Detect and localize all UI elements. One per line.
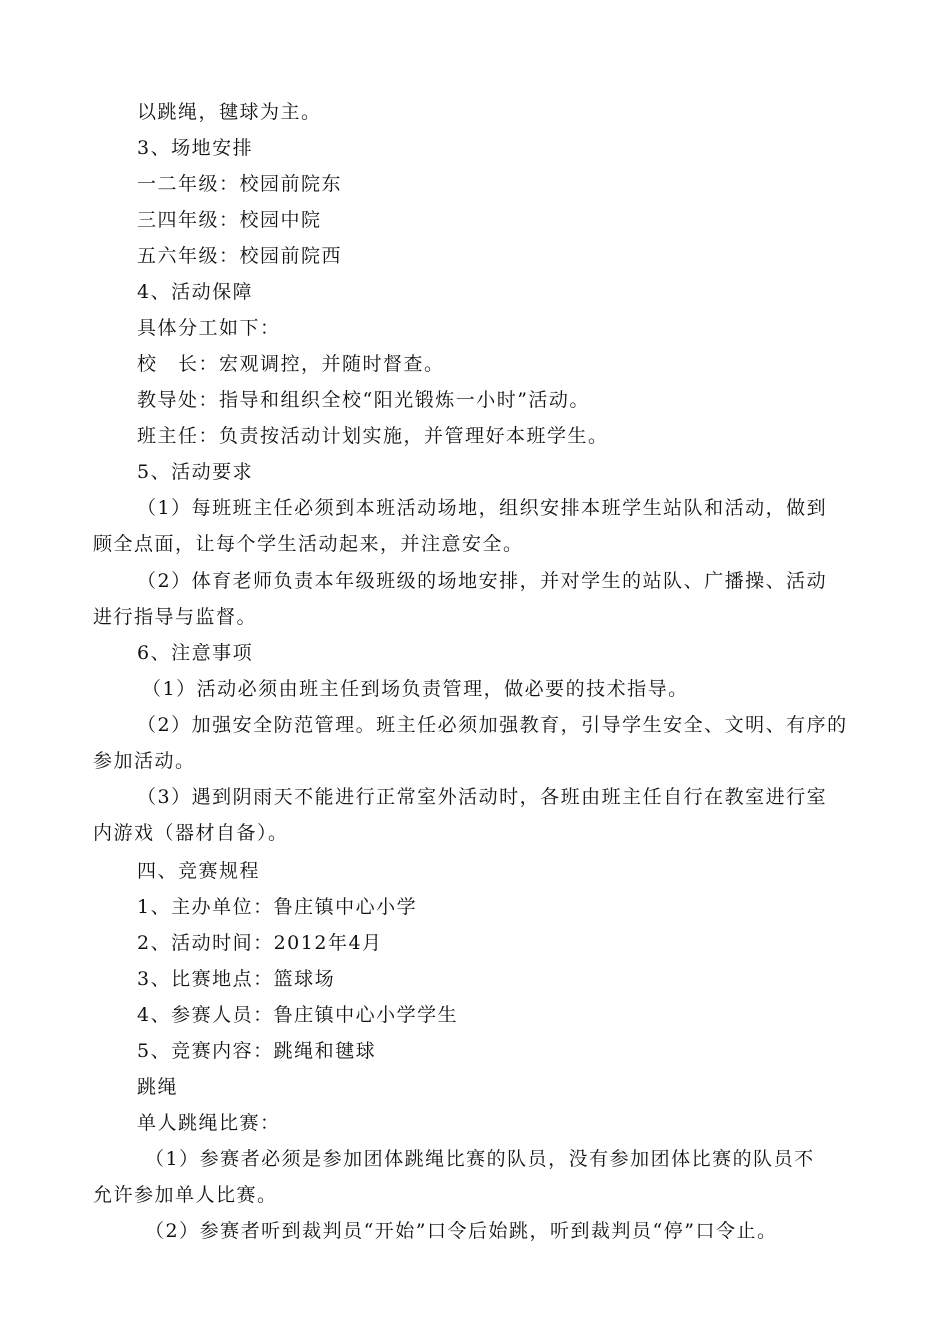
text-line: 一二年级：校园前院东 (137, 173, 343, 195)
text-line: 五六年级：校园前院西 (137, 245, 343, 267)
text-line: 顾全点面，让每个学生活动起来，并注意安全。 (93, 533, 524, 555)
text-line: 校 长：宏观调控，并随时督查。 (137, 353, 445, 375)
section-heading: 5、活动要求 (137, 461, 254, 483)
text-line: （3）遇到阴雨天不能进行正常室外活动时，各班由班主任自行在教室进行室 (137, 786, 828, 808)
text-line: 3、比赛地点：篮球场 (137, 968, 336, 990)
text-line: （1）每班班主任必须到本班活动场地，组织安排本班学生站队和活动，做到 (137, 497, 828, 519)
text-line: （1）参赛者必须是参加团体跳绳比赛的队员，没有参加团体比赛的队员不 (145, 1148, 815, 1170)
text-line: 班主任：负责按活动计划实施，并管理好本班学生。 (137, 425, 609, 447)
text-line: 具体分工如下： (137, 317, 281, 339)
text-line: 进行指导与监督。 (93, 606, 258, 628)
text-line: 内游戏（器材自备）。 (93, 822, 289, 844)
text-line: 2、活动时间：2012年4月 (137, 932, 383, 954)
text-line: （2）加强安全防范管理。班主任必须加强教育，引导学生安全、文明、有序的 (137, 714, 848, 736)
text-line: 5、竞赛内容：跳绳和毽球 (137, 1040, 377, 1062)
section-heading: 四、竞赛规程 (137, 860, 261, 882)
text-line: （1）活动必须由班主任到场负责管理，做必要的技术指导。 (142, 678, 689, 700)
section-heading: 3、场地安排 (137, 137, 254, 159)
text-line: （2）参赛者听到裁判员“开始”口令后始跳，听到裁判员“停”口令止。 (145, 1220, 778, 1242)
text-line: 教导处：指导和组织全校“阳光锻炼一小时”活动。 (137, 389, 590, 411)
section-heading: 4、活动保障 (137, 281, 254, 303)
text-line: 允许参加单人比赛。 (93, 1184, 278, 1206)
section-heading: 6、注意事项 (137, 642, 254, 664)
section-heading: 跳绳 (137, 1076, 179, 1098)
text-line: （2）体育老师负责本年级班级的场地安排，并对学生的站队、广播操、活动 (137, 570, 828, 592)
text-line: 1、主办单位：鲁庄镇中心小学 (137, 896, 418, 918)
text-line: 以跳绳，毽球为主。 (137, 101, 322, 123)
text-line: 4、参赛人员：鲁庄镇中心小学学生 (137, 1004, 459, 1026)
text-line: 三四年级：校园中院 (137, 209, 322, 231)
text-line: 参加活动。 (93, 750, 196, 772)
text-line: 单人跳绳比赛： (137, 1112, 281, 1134)
